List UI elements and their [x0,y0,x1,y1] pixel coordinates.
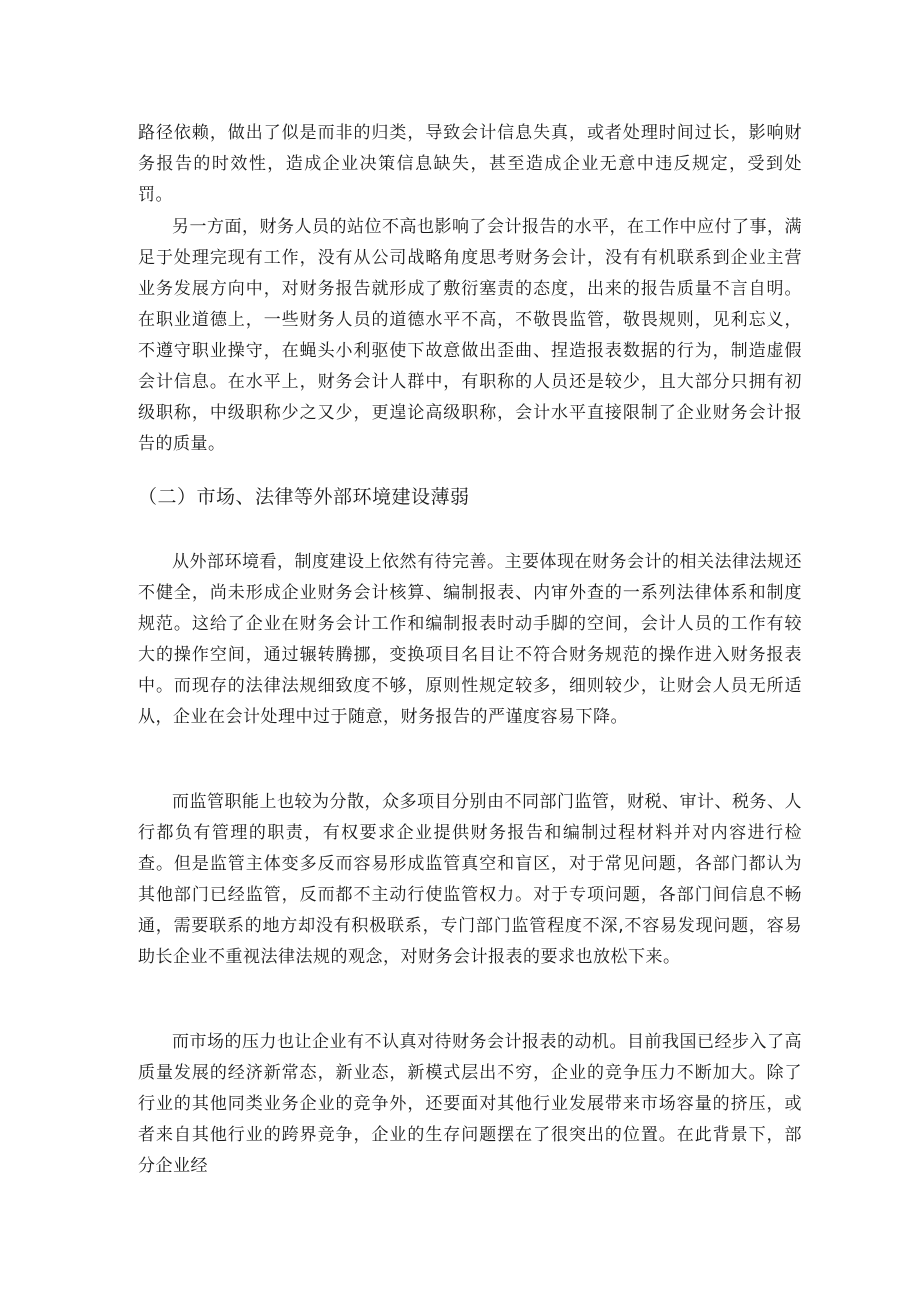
paragraph-continued: 路径依赖，做出了似是而非的归类，导致会计信息失真，或者处理时间过长，影响财务报告的时效性，造成企业决策信息缺失，甚至造成企业无意中违反规定，受到处罚。 [138,123,802,205]
paragraph-regulatory-functions: 而监管职能上也较为分散，众多项目分别由不同部门监管，财税、审计、税务、人行都负有管理的职责，有权要求企业提供财务报告和编制过程材料并对内容进行检查。但是监管主体变多反而容易形成监管真空和盲区，对于常见问题，各部门都认为其他部门已经监管，反而都不主动行使监管权力。对于专项问题，各部门间信息不畅通，需要联系的地方却没有积极联系，专门部门监管程度不深,不容易发现问题，容易助长企业不重视法律法规的观念，对财务会计报表的要求也放松下来。 [138,792,802,967]
paragraph-external-environment: 从外部环境看，制度建设上依然有待完善。主要体现在财务会计的相关法律法规还不健全，尚未形成企业财务会计核算、编制报表、内审外查的一系列法律体系和制度规范。这给了企业在财务会计工作和编制报表时动手脚的空间，会计人员的工作有较大的操作空间，通过辗转腾挪，变换项目名目让不符合财务规范的操作进入财务报表中。而现存的法律法规细致度不够，原则性规定较多，细则较少，让财会人员无所适从，企业在会计处理中过于随意，财务报告的严谨度容易下降。 [138,552,802,727]
paragraph-market-pressure: 而市场的压力也让企业有不认真对待财务会计报表的动机。目前我国已经步入了高质量发展的经济新常态，新业态，新模式层出不穷，企业的竞争压力不断加大。除了行业的其他同类业务企业的竞争外，还要面对其他行业发展带来市场容量的挤压，或者来自其他行业的跨界竞争，企业的生存问题摆在了很突出的位置。在此背景下，部分企业经 [138,1032,802,1176]
section-heading: （二）市场、法律等外部环境建设薄弱 [138,486,470,508]
paragraph-staff-standing: 另一方面，财务人员的站位不高也影响了会计报告的水平，在工作中应付了事，满足于处理完现有工作，没有从公司战略角度思考财务会计，没有有机联系到企业主营业务发展方向中，对财务报告就形成了敷衍塞责的态度，出来的报告质量不言自明。在职业道德上，一些财务人员的道德水平不高，不敬畏监管，敬畏规则，见利忘义，不遵守职业操守，在蝇头小利驱使下故意做出歪曲、捏造报表数据的行为，制造虚假会计信息。在水平上，财务会计人群中，有职称的人员还是较少，且大部分只拥有初级职称，中级职称少之又少，更遑论高级职称，会计水平直接限制了企业财务会计报告的质量。 [138,217,802,454]
